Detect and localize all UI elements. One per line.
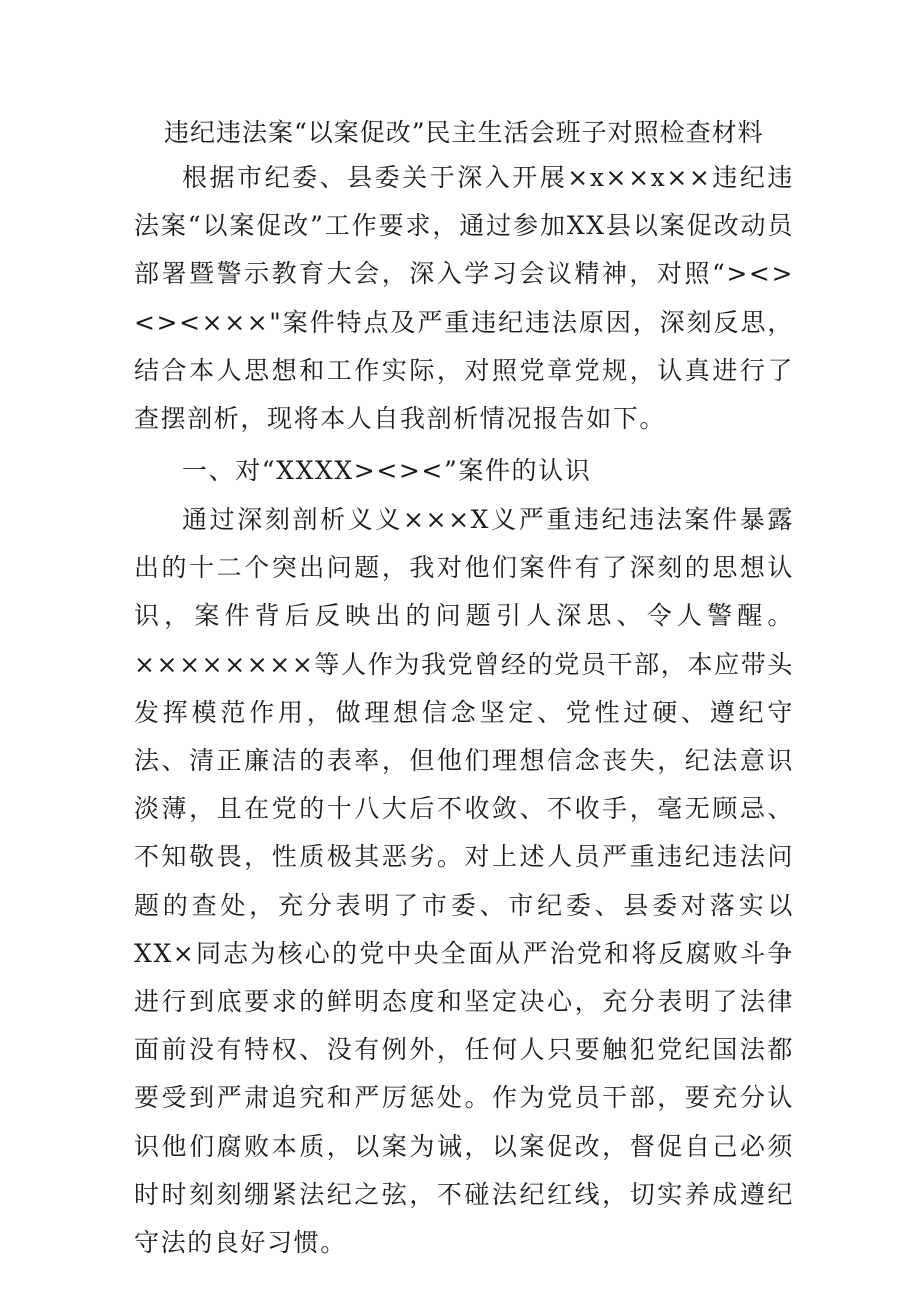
section-paragraph: 通过深刻剖析义义×××X义严重违纪违法案件暴露出的十二个突出问题，我对他们案件有了深刻的思想认识，案件背后反映出的问题引人深思、令人警醒。××××××××等人作为我党曾经的党员干部，本应带头发挥模范作用，做理想信念坚定、党性过硬、遵纪守法、清正廉洁的表率，但他们理想信念丧失，纪法意识淡薄，且在党的十八大后不收敛、不收手，毫无顾忌、不知敬畏，性质极其恶劣。对上述人员严重违纪违法问题的查处，充分表明了市委、市纪委、县委对落实以XX×同志为核心的党中央全面从严治党和将反腐败斗争进行到底要求的鲜明态度和坚定决心，充分表明了法律面前没有特权、没有例外，任何人只要触犯党纪国法都要受到严肃追究和严厉惩处。作为党员干部，要充分认识他们腐败本质，以案为诫，以案促改，督促自己必须时时刻刻绷紧法纪之弦，不碰法纪红线，切实养成遵纪守法的良好习惯。	[134, 505, 794, 1258]
intro-paragraph: 根据市纪委、县委关于深入开展×x××x××违纪违法案“以案促改”工作要求，通过参加XX县以案促改动员部署暨警示教育大会，深入学习会议精神，对照“><><><×××"案件特点及严重违纪违法原因，深刻反思，结合本人思想和工作实际，对照党章党规，认真进行了查摆剖析，现将本人自我剖析情况报告如下。	[134, 163, 794, 434]
document-title: 违纪违法案“以案促改”民主生活会班子对照检查材料	[164, 118, 764, 147]
section-heading: 一、对“XXXX><><”案件的认识	[182, 456, 592, 485]
